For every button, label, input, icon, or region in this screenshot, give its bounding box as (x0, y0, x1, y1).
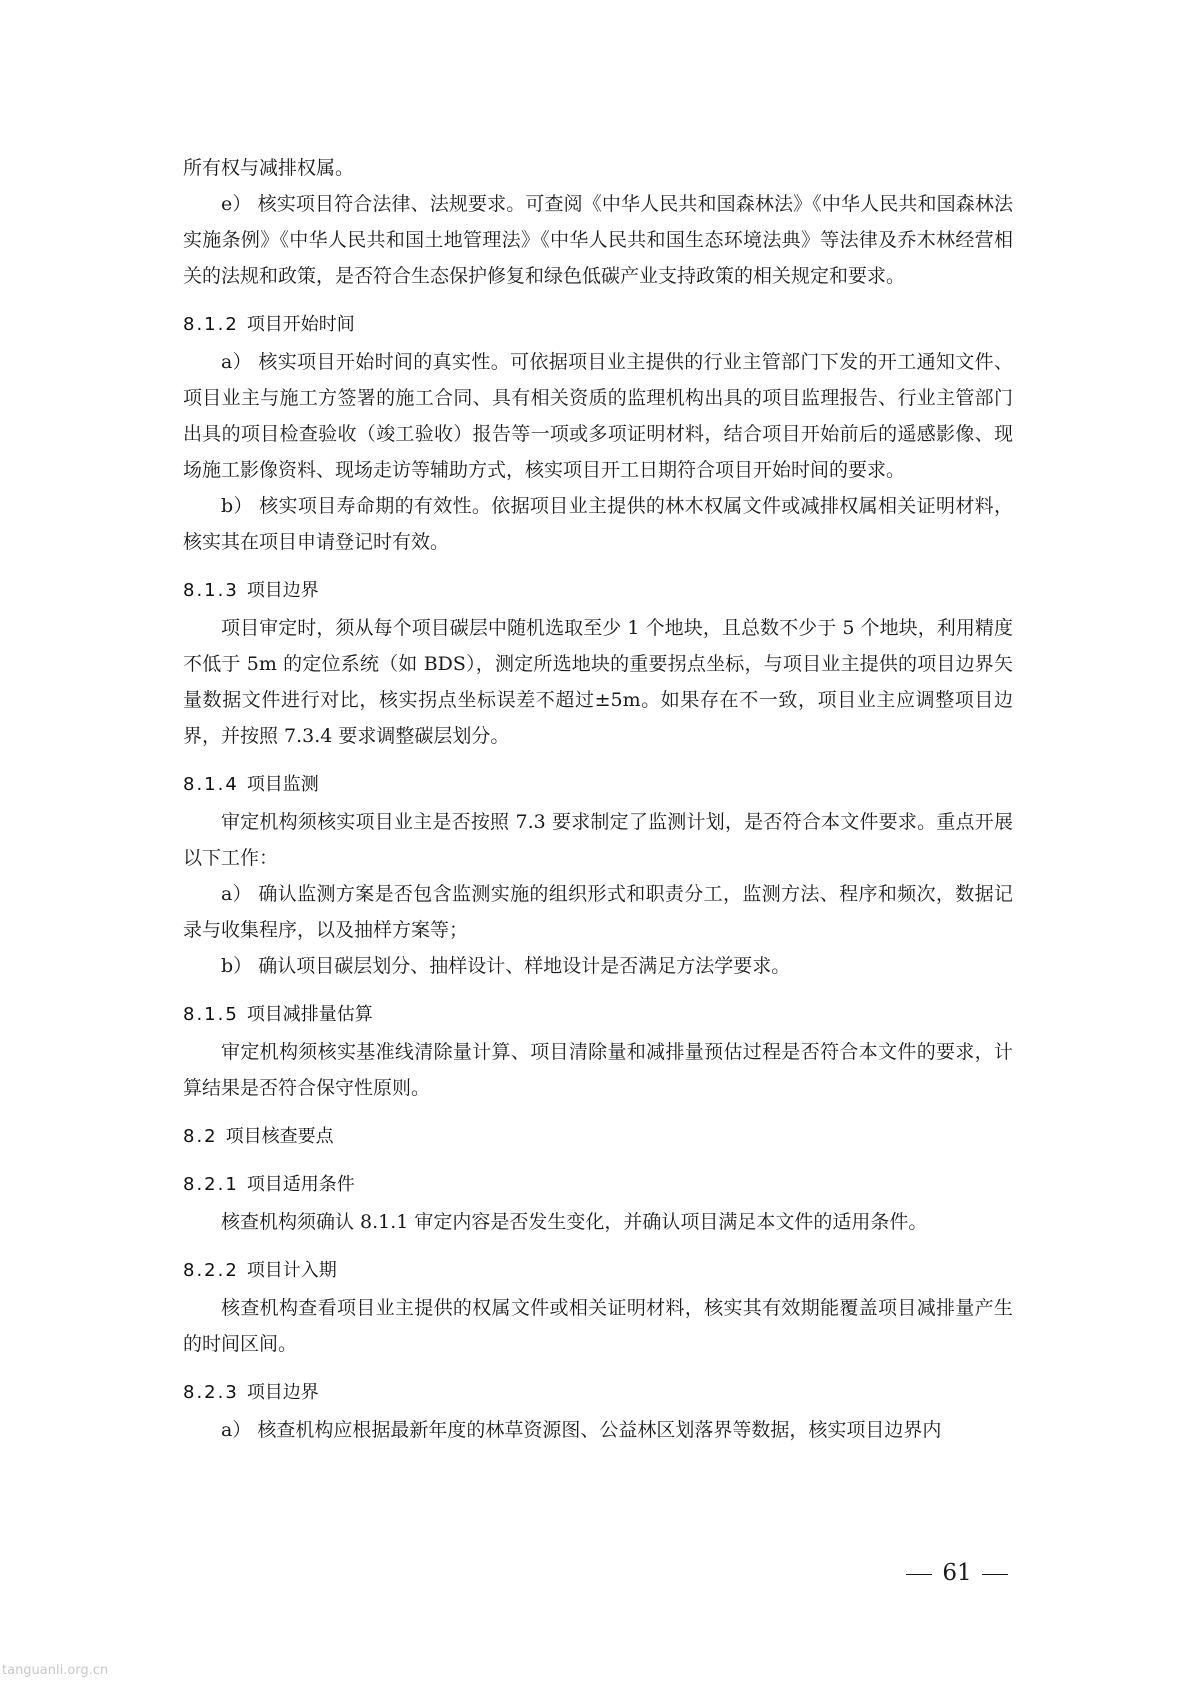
section-heading (183, 308, 1013, 342)
paragraph: 项目审定时，须从每个项目碳层中随机选取至少 1 个地块，且总数不少于 5 个地块，利用精度不低于 5m 的定位系统（如 BDS），测定所选地块的重要拐点坐标，与项目业主提供的项目边界矢量数据文件进行对比，核实拐点坐标误差不超过±5m。如果存在不一致，项目业主应调整项目边界，并按照 7.3.4 要求调整碳层划分。 (183, 617, 1013, 747)
dash-right (982, 1574, 1008, 1575)
section-number: 8.2.2 (183, 1260, 239, 1281)
section-heading (183, 768, 1013, 802)
page-number-footer (892, 1560, 1022, 1586)
paragraph: b） 确认项目碳层划分、抽样设计、样地设计是否满足方法学要求。 (221, 955, 791, 977)
section-title: 项目核查要点 (225, 1126, 334, 1147)
section-number: 8.1.3 (183, 580, 239, 601)
paragraph: 所有权与减排权属。 (183, 157, 355, 179)
watermark: tanguanli.org.cn (2, 1663, 109, 1678)
section-number: 8.1.4 (183, 774, 239, 795)
section-title: 项目边界 (246, 580, 319, 601)
paragraph: e） 核实项目符合法律、法规要求。可查阅《中华人民共和国森林法》《中华人民共和国森林法实施条例》《中华人民共和国土地管理法》《中华人民共和国生态环境法典》等法律及乔木林经营相关的法规和政策，是否符合生态保护修复和绿色低碳产业支持政策的相关规定和要求。 (183, 193, 1013, 287)
section-title: 项目监测 (246, 774, 319, 795)
paragraph: 核查机构须确认 8.1.1 审定内容是否发生变化，并确认项目满足本文件的适用条件。 (221, 1211, 928, 1233)
paragraph: 审定机构须核实基准线清除量计算、项目清除量和减排量预估过程是否符合本文件的要求，计算结果是否符合保守性原则。 (183, 1041, 1013, 1099)
section-number: 8.2.1 (183, 1174, 239, 1195)
document-body (183, 150, 1013, 1448)
paragraph: a） 确认监测方案是否包含监测实施的组织形式和职责分工，监测方法、程序和频次，数据记录与收集程序，以及抽样方案等； (183, 883, 1013, 941)
paragraph: b） 核实项目寿命期的有效性。依据项目业主提供的林木权属文件或减排权属相关证明材料，核实其在项目申请登记时有效。 (183, 495, 1013, 553)
section-number: 8.2.3 (183, 1382, 239, 1403)
section-number: 8.2 (183, 1126, 218, 1147)
section-heading (183, 1168, 1013, 1202)
dash-left (906, 1574, 932, 1575)
section-number: 8.1.5 (183, 1004, 239, 1025)
section-title: 项目开始时间 (246, 314, 355, 335)
section-title: 项目减排量估算 (246, 1004, 373, 1025)
paragraph: 核查机构查看项目业主提供的权属文件或相关证明材料，核实其有效期能覆盖项目减排量产生的时间区间。 (183, 1297, 1013, 1355)
page-number: 61 (942, 1560, 972, 1586)
section-heading (183, 1120, 1013, 1154)
section-heading (183, 574, 1013, 608)
section-heading (183, 998, 1013, 1032)
section-heading (183, 1376, 1013, 1410)
section-title: 项目适用条件 (246, 1174, 355, 1195)
section-title: 项目计入期 (246, 1260, 337, 1281)
section-title: 项目边界 (246, 1382, 319, 1403)
section-heading (183, 1254, 1013, 1288)
section-number: 8.1.2 (183, 314, 239, 335)
paragraph: 审定机构须核实项目业主是否按照 7.3 要求制定了监测计划，是否符合本文件要求。重点开展以下工作： (183, 811, 1013, 869)
paragraph: a） 核实项目开始时间的真实性。可依据项目业主提供的行业主管部门下发的开工通知文件、项目业主与施工方签署的施工合同、具有相关资质的监理机构出具的项目监理报告、行业主管部门出具的项目检查验收（竣工验收）报告等一项或多项证明材料，结合项目开始前后的遥感影像、现场施工影像资料、现场走访等辅助方式，核实项目开工日期符合项目开始时间的要求。 (183, 351, 1013, 481)
paragraph: a） 核查机构应根据最新年度的林草资源图、公益林区划落界等数据，核实项目边界内 (221, 1419, 942, 1441)
